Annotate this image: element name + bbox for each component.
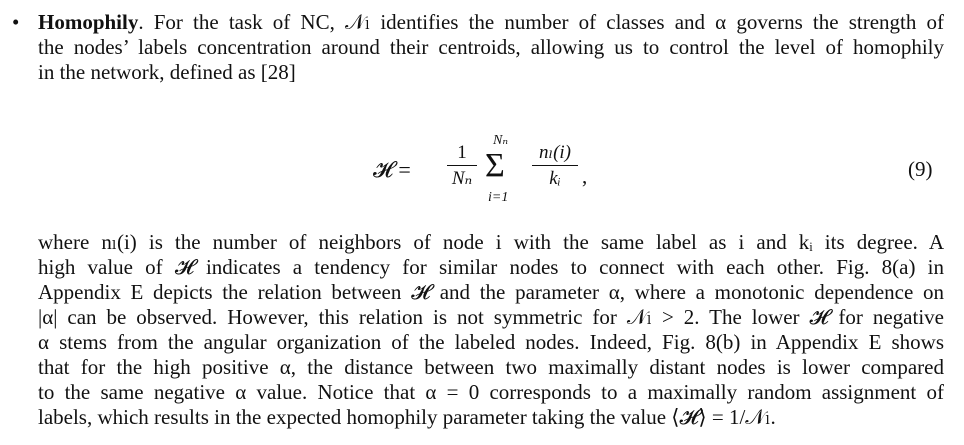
paragraph-line <box>38 10 944 35</box>
term-homophily: Homophily <box>38 10 139 34</box>
paragraph-line: high value of 𝓗 indicates a tendency for similar nodes to connect with each other. Fig. 8(a) in <box>38 255 944 279</box>
sum-lower-limit: i=1 <box>488 190 509 205</box>
bullet-marker: • <box>12 10 20 34</box>
paragraph-line: where nₗ(i) is the number of neighbors of node i with the same label as i and kᵢ its degree. A <box>38 230 944 254</box>
fraction-denominator: Nₙ <box>451 168 473 189</box>
paragraph-line: in the network, defined as [28] <box>38 60 296 84</box>
paragraph-line: α stems from the angular organization of the labeled nodes. Indeed, Fig. 8(b) in Appendix E shows <box>38 330 944 354</box>
fraction-numerator: nₗ(i) <box>538 142 572 163</box>
paragraph-line: labels, which results in the expected homophily parameter taking the value ⟨𝓗⟩ = 1/𝒩ₗ. <box>38 405 776 429</box>
paragraph-line: the nodes’ labels concentration around their centroids, allowing us to control the level of homophily <box>38 35 944 59</box>
fraction-bar <box>532 165 578 166</box>
fraction-denominator: kᵢ <box>549 168 561 189</box>
sum-upper-limit: Nₙ <box>493 133 509 148</box>
equation-comma: , <box>582 164 588 188</box>
paragraph-homophily-intro <box>38 10 944 85</box>
equation-number: (9) <box>908 157 933 181</box>
fraction-neighbors-over-degree <box>532 142 578 190</box>
paragraph-line: that for the high positive α, the distance between two maximally distant nodes is lower compared <box>38 355 944 379</box>
paragraph-line: Appendix E depicts the relation between 𝓗 and the parameter α, where a monotonic dependence on <box>38 280 944 304</box>
paragraph-homophily-explanation <box>38 230 944 430</box>
equation-lhs: 𝓗 = <box>373 157 411 182</box>
paragraph-line: to the same negative α value. Notice that α = 0 corresponds to a maximally random assignment of <box>38 380 944 404</box>
fraction-one-over-n <box>447 142 477 190</box>
paragraph-line: |α| can be observed. However, this relation is not symmetric for 𝒩ₗ > 2. The lower 𝓗 for negative <box>38 305 944 329</box>
fraction-bar <box>447 165 477 166</box>
sum-symbol: Σ <box>485 147 505 184</box>
homophily-equation <box>0 132 964 214</box>
line-text: . For the task of NC, 𝒩ₗ identifies the number of classes and α governs the strength of <box>138 10 944 34</box>
fraction-numerator: 1 <box>457 142 467 163</box>
